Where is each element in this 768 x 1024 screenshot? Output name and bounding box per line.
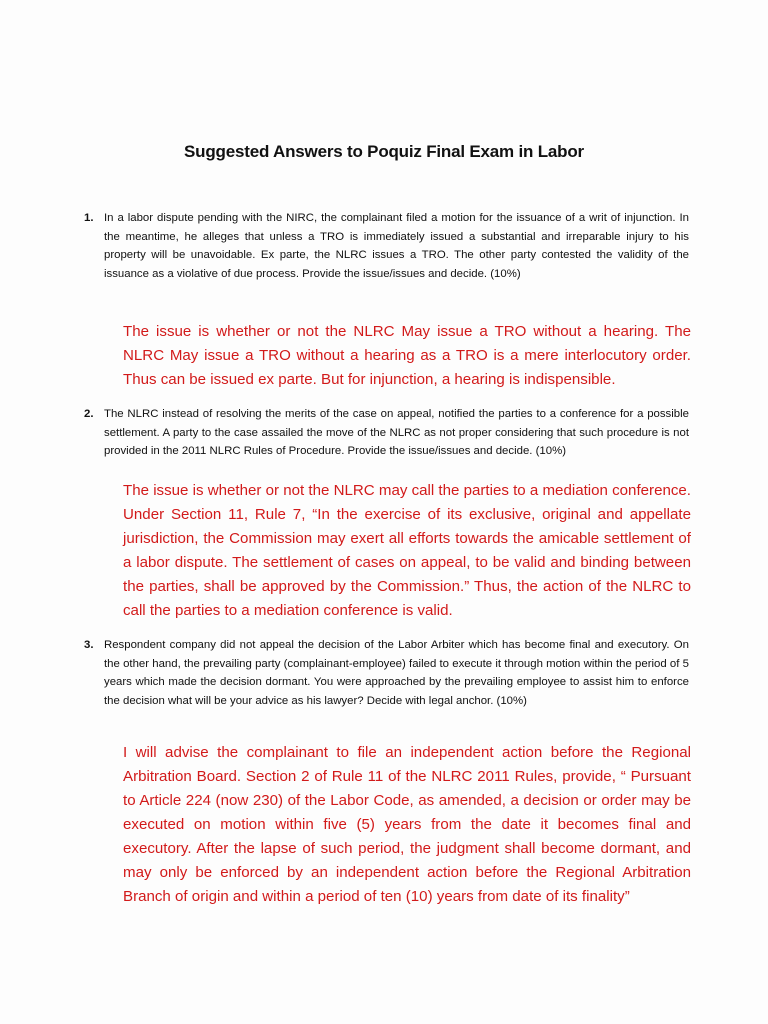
answer-3: I will advise the complainant to file an independent action before the Regional Arbitration Board. Section 2 of Rule 11 of the NLRC 2011 Rules, provide, “ Pursuant to Article 224 (now 230) of the Labor Code, as amended, a decision or order may be executed on motion within five (5) years from the date it becomes final and executory. After the lapse of such period, the judgment shall become dormant, and may only be enforced by an independent action before the Regional Arbitration Branch of origin and within a period of ten (10) years from date of its finality” — [123, 744, 691, 905]
question-number: 2. — [84, 408, 94, 420]
page-title: Suggested Answers to Poquiz Final Exam in Labor — [184, 142, 584, 161]
question-1 — [84, 209, 689, 283]
question-2 — [84, 405, 689, 461]
question-number: 1. — [84, 212, 94, 224]
answer-2: The issue is whether or not the NLRC may call the parties to a mediation conference. Under Section 11, Rule 7, “In the exercise of its exclusive, original and appellate jurisdiction, the Commission may exert all efforts towards the amicable settlement of a labor dispute. The settlement of cases on appeal, to be valid and binding between the parties, shall be approved by the Commission.” Thus, the action of the NLRC to call the parties to a mediation conference is valid. — [123, 482, 691, 619]
question-number: 3. — [84, 639, 94, 651]
question-text: Respondent company did not appeal the decision of the Labor Arbiter which has become final and executory. On the other hand, the prevailing party (complainant-employee) failed to execute it through motion within the period of 5 years which made the decision dormant. You were approached by the prevailing employee to assist him to enforce the decision what will be your advice as his lawyer? Decide with legal anchor. (10%) — [104, 639, 689, 707]
answer-1: The issue is whether or not the NLRC May issue a TRO without a hearing. The NLRC May issue a TRO without a hearing as a TRO is a mere interlocutory order. Thus can be issued ex parte. But for injunction, a hearing is indispensible. — [123, 323, 691, 388]
question-text: The NLRC instead of resolving the merits of the case on appeal, notified the parties to a conference for a possible settlement. A party to the case assailed the move of the NLRC as not proper considering that such procedure is not provided in the 2011 NLRC Rules of Procedure. Provide the issue/issues and decide. (10%) — [104, 408, 689, 457]
question-text: In a labor dispute pending with the NIRC, the complainant filed a motion for the issuance of a writ of injunction. In the meantime, he alleges that unless a TRO is immediately issued a substantial and irreparable injury to his property will be unavoidable. Ex parte, the NLRC issues a TRO. The other party contested the validity of the issuance as a violative of due process. Provide the issue/issues and decide. (10%) — [104, 212, 689, 280]
question-3 — [84, 636, 689, 710]
